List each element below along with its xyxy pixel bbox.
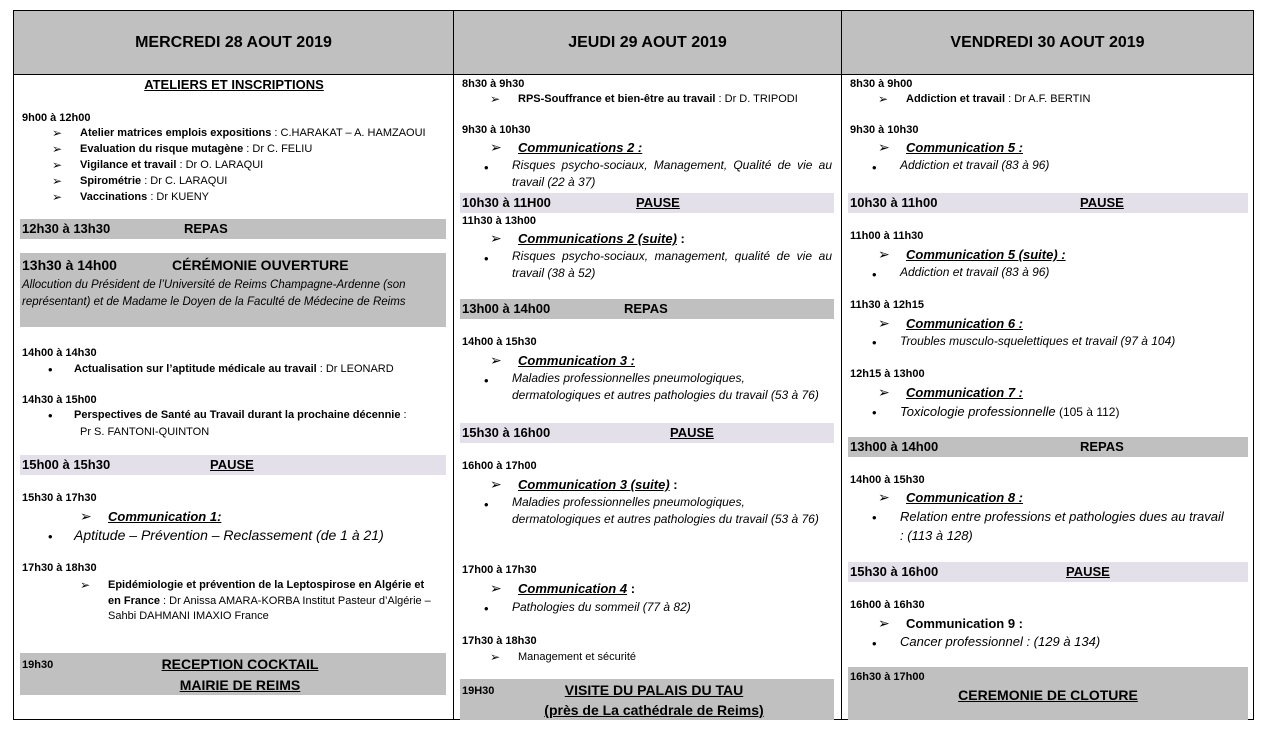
pause-bar-1: 10h30 à 11h00 PAUSE (848, 193, 1248, 213)
communications-2-suite: Communications 2 (suite) : (518, 231, 685, 246)
atelier-item: Vigilance et travail : Dr O. LARAQUI (80, 159, 264, 171)
communication-4: Communication 4 : (518, 581, 636, 596)
comm2-text: Risques psycho-sociaux, Management, Qualité de vie au travail (22 à 37) (512, 158, 832, 189)
time-16h00: 16h00 à 17h00 (462, 460, 537, 472)
arrow-icon: ➢ (490, 139, 502, 155)
communication-3: Communication 3 : (518, 353, 636, 368)
column-friday (842, 11, 1253, 719)
arrow-icon: ➢ (878, 384, 890, 400)
comm7-text: Toxicologie professionnelle (105 à 112) (900, 404, 1120, 419)
arrow-icon: ➢ (80, 508, 92, 524)
time-14h30: 14h30 à 15h00 (22, 394, 97, 406)
atelier-item: Atelier matrices emplois expositions : C.HARAKAT – A. HAMZAOUI (80, 127, 426, 139)
bullet-icon: • (48, 362, 53, 377)
comm6-text: Troubles musculo-squelettiques et travail (97 à 104) (900, 334, 1176, 348)
arrow-icon: ➢ (490, 92, 501, 106)
time-8h30: 8h30 à 9h30 (462, 78, 525, 90)
arrow-icon: ➢ (878, 139, 890, 155)
arrow-icon: ➢ (80, 578, 91, 592)
bullet-icon: • (872, 335, 877, 350)
bullet-icon: • (872, 267, 877, 282)
comm5-suite-text: Addiction et travail (83 à 96) (900, 265, 1050, 279)
addiction-item: Addiction et travail : Dr A.F. BERTIN (906, 93, 1091, 105)
column-thursday (454, 11, 842, 719)
arrow-icon: ➢ (878, 489, 890, 505)
comm2-suite-text: Risques psycho-sociaux, management, qualité de vie au travail (38 à 52) (512, 249, 832, 280)
communication-3-suite: Communication 3 (suite) : (518, 477, 678, 492)
atelier-item: Spirométrie : Dr C. LARAQUI (80, 175, 228, 187)
comm5-text: Addiction et travail (83 à 96) (900, 158, 1050, 172)
visite-block: 19H30 VISITE DU PALAIS DU TAU (près de La cathédrale de Reims) (460, 679, 834, 720)
arrow-icon: ➢ (490, 580, 502, 596)
arrow-icon: ➢ (490, 650, 501, 664)
communication-5-suite: Communication 5 (suite) : (906, 247, 1066, 262)
time-9h30: 9h30 à 10h30 (850, 124, 919, 136)
arrow-icon: ➢ (52, 190, 63, 204)
repas-bar: 13h00 à 14h00 REPAS (848, 437, 1248, 457)
ateliers-title: ATELIERS ET INSCRIPTIONS (144, 77, 324, 92)
bullet-icon: • (48, 408, 53, 423)
comm4-text: Pathologies du sommeil (77 à 82) (512, 600, 691, 614)
ceremonie-text: Allocution du Président de l’Université de Reims Champagne-Ardenne (son représentant) et de Madame le Doyen de la Faculté de Médecine de Reims (22, 279, 406, 308)
arrow-icon: ➢ (52, 126, 63, 140)
cloture-block: 16h30 à 17h00 CEREMONIE DE CLOTURE (848, 667, 1248, 720)
time-14h00: 14h00 à 14h30 (22, 347, 97, 359)
program-table (13, 10, 1254, 720)
time-15h30: 15h30 à 17h30 (22, 492, 97, 504)
time-9h00: 9h00 à 12h00 (22, 112, 91, 124)
perspectives-speaker: Pr S. FANTONI-QUINTON (80, 426, 210, 438)
time-11h30: 11h30 à 13h00 (462, 215, 537, 227)
ceremonie-block: 13h30 à 14h00 CÉRÉMONIE OUVERTURE Allocution du Président de l’Université de Reims Champagne-Ardenne (son représentant) et de Madame le Doyen de la Faculté de Médecine de Reims (20, 253, 446, 327)
pause-bar-1: 10h30 à 11H00 PAUSE (460, 193, 834, 213)
bullet-icon: • (484, 251, 489, 266)
bullet-icon: • (872, 160, 877, 175)
time-14h00: 14h00 à 15h30 (462, 336, 537, 348)
perspectives-item: Perspectives de Santé au Travail durant la prochaine décennie : (74, 409, 407, 421)
pause-bar: 15h00 à 15h30 PAUSE (20, 455, 446, 475)
arrow-icon: ➢ (490, 476, 502, 492)
comm3-text: Maladies professionnelles pneumologiques, dermatologiques et autres pathologies du travail (53 à 76) (512, 371, 819, 402)
arrow-icon: ➢ (878, 615, 890, 631)
arrow-icon: ➢ (52, 142, 63, 156)
time-17h30: 17h30 à 18h30 (22, 562, 97, 574)
pause-bar-2: 15h30 à 16h00 PAUSE (848, 562, 1248, 582)
bullet-icon: • (484, 497, 489, 512)
arrow-icon: ➢ (52, 158, 63, 172)
repas-bar: 12h30 à 13h30 REPAS (20, 219, 446, 239)
bullet-icon: • (484, 601, 489, 616)
communication-9: Communication 9 : (906, 616, 1024, 631)
bullet-icon: • (872, 405, 877, 420)
comm8-text: Relation entre professions et pathologies dues au travail : (113 à 128) (900, 509, 1224, 543)
arrow-icon: ➢ (878, 315, 890, 331)
time-17h30: 17h30 à 18h30 (462, 635, 537, 647)
communications-2: Communications 2 : (518, 140, 643, 155)
time-16h00: 16h00 à 16h30 (850, 599, 925, 611)
column-wednesday (14, 11, 454, 719)
bullet-icon: • (872, 636, 877, 651)
arrow-icon: ➢ (878, 246, 890, 262)
communication-8: Communication 8 : (906, 490, 1024, 505)
comm9-text: Cancer professionnel : (129 à 134) (900, 634, 1101, 649)
management-item: Management et sécurité (518, 651, 637, 663)
day-header-thursday: JEUDI 29 AOUT 2019 (454, 11, 841, 75)
communication-6: Communication 6 : (906, 316, 1024, 331)
comm1-text: Aptitude – Prévention – Reclassement (de 1 à 21) (74, 527, 384, 543)
rps-item: RPS-Souffrance et bien-être au travail : Dr D. TRIPODI (518, 93, 798, 105)
pause-bar-2: 15h30 à 16h00 PAUSE (460, 423, 834, 443)
day-header-friday: VENDREDI 30 AOUT 2019 (842, 11, 1253, 75)
communication-1: Communication 1: (108, 509, 222, 524)
communication-7: Communication 7 : (906, 385, 1024, 400)
time-11h30: 11h30 à 12h15 (850, 299, 925, 311)
time-12h15: 12h15 à 13h00 (850, 368, 925, 380)
arrow-icon: ➢ (878, 92, 889, 106)
time-9h30: 9h30 à 10h30 (462, 124, 531, 136)
communication-5: Communication 5 : (906, 140, 1024, 155)
cocktail-block: 19h30 RECEPTION COCKTAIL MAIRIE DE REIMS (20, 653, 446, 695)
atelier-item: Evaluation du risque mutagène : Dr C. FELIU (80, 143, 313, 155)
arrow-icon: ➢ (52, 174, 63, 188)
time-14h00: 14h00 à 15h30 (850, 474, 925, 486)
comm3-suite-text: Maladies professionnelles pneumologiques, dermatologiques et autres pathologies du travail (53 à 76) (512, 495, 819, 526)
time-8h30: 8h30 à 9h00 (850, 78, 913, 90)
bullet-icon: • (872, 510, 877, 525)
time-17h00: 17h00 à 17h30 (462, 564, 537, 576)
arrow-icon: ➢ (490, 352, 502, 368)
repas-bar: 13h00 à 14h00 REPAS (460, 299, 834, 319)
aptitude-item: Actualisation sur l’aptitude médicale au travail : Dr LEONARD (74, 363, 394, 375)
arrow-icon: ➢ (490, 230, 502, 246)
bullet-icon: • (484, 160, 489, 175)
lepto-item: Epidémiologie et prévention de la Leptospirose en Algérie et en France : Dr Anissa AMARA-KORBA Institut Pasteur d’Algérie – Sahbi DAHMANI IMAXIO France (108, 579, 431, 622)
time-11h00: 11h00 à 11h30 (850, 230, 924, 242)
bullet-icon: • (48, 529, 53, 544)
bullet-icon: • (484, 373, 489, 388)
day-header-wednesday: MERCREDI 28 AOUT 2019 (14, 11, 453, 75)
atelier-item: Vaccinations : Dr KUENY (80, 191, 209, 203)
